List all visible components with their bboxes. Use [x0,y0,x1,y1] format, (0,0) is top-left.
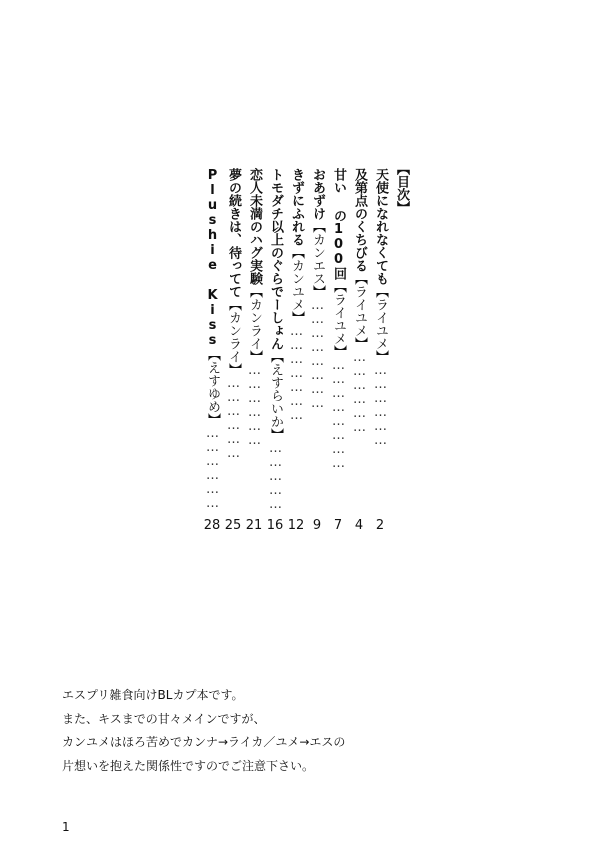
notice-line: カンユメはほろ苦めでカンナ→ライカ／ユメ→エスの [62,735,346,749]
toc-entry-tag: 【カンライ】 [226,298,241,376]
toc-entry-title: 天使になれなくても [373,168,388,285]
toc-entry [372,168,388,447]
toc-page-number: 2 [375,518,385,533]
notice-line: エスプリ雑食向けBLカプ本です。 [62,688,244,702]
toc-entry [204,168,220,510]
toc-entry [267,168,283,511]
notice-line: また、キスまでの甘々メインですが、 [62,711,266,726]
toc-heading: 【目次】 [394,162,409,214]
toc-entry-leader: ………………… [289,324,304,422]
toc-page-number: 9 [312,518,322,533]
toc-entry-tag: 【カンユメ】 [289,246,304,324]
toc-entry-leader: ……………… [247,363,262,447]
toc-entry-leader: ……………… [226,376,241,460]
toc-entry-tag: 【ライユメ】 [331,280,346,358]
toc-entry-title: 夢の続きは、待ってて [226,168,241,298]
toc-entry-tag: 【えすゆめ】 [205,348,220,426]
toc-entry-leader: …………………… [310,298,325,410]
toc-entry-leader: ……………… [205,426,220,510]
notice-block [62,684,345,778]
page-number: 1 [62,820,70,834]
toc-entry-title: おあずけ [310,168,325,220]
toc-entry-tag: 【ライユメ】 [373,285,388,363]
toc-page-number: 16 [266,518,284,533]
toc-entry [351,168,367,434]
toc-entry-title: Plushie Kiss [205,168,220,348]
toc-entry-title: きずにふれる [289,168,304,246]
toc-entry-leader: ……………… [373,363,388,447]
toc-entry-tag: 【ライユメ】 [352,272,367,350]
toc-entry-title: 恋人未満のハグ実験 [247,168,262,285]
toc-page-number: 28 [203,518,221,533]
toc-entry-tag: 【えすらいか】 [268,350,283,441]
notice-line: 片想いを抱えた関係性ですのでご注意下さい。 [62,758,315,773]
toc-entry [330,168,346,470]
toc-entry [288,168,304,422]
toc-entry [246,168,262,447]
toc-entry [225,168,241,460]
toc-page-number: 7 [333,518,343,533]
toc-entry-tag: 【カンエス】 [310,220,325,298]
toc-entry-title: 甘い の100回 [331,168,346,280]
toc-page-number: 4 [354,518,364,533]
toc-entry-leader: …………… [268,441,283,511]
toc-page-number: 21 [245,518,263,533]
toc-page-number: 12 [287,518,305,533]
toc-entry-tag: 【カンライ】 [247,285,262,363]
toc-page-number: 25 [224,518,242,533]
toc-entry-title: 及第点のくちびる [352,168,367,272]
toc-entry-title: トモダチ以上のぐらでーしょん [268,168,283,350]
toc-entry-leader: …………………… [331,358,346,470]
toc-entry [309,168,325,410]
toc-entry-leader: ……………… [352,350,367,434]
